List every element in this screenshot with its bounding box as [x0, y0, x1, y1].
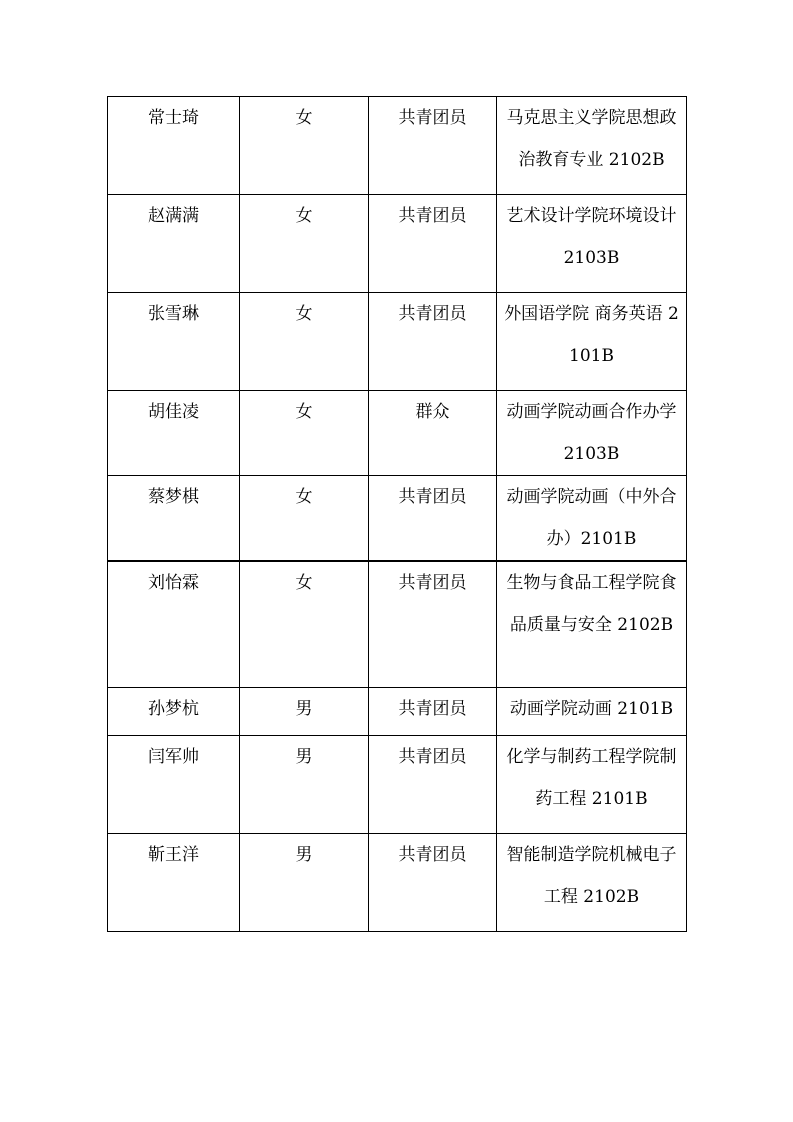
- table-row: [108, 561, 687, 687]
- political-status-cell: 共青团员: [369, 561, 497, 687]
- gender-cell: 男: [240, 833, 369, 931]
- student-table: [107, 96, 687, 932]
- political-status-cell: 共青团员: [369, 476, 497, 562]
- name-cell: 靳王洋: [108, 833, 240, 931]
- table-row: [108, 195, 687, 293]
- political-status-cell: 共青团员: [369, 833, 497, 931]
- college-major-cell: 生物与食品工程学院食品质量与安全 2102B: [497, 561, 687, 687]
- gender-cell: 女: [240, 195, 369, 293]
- name-cell: 孙梦杭: [108, 687, 240, 735]
- political-status-cell: 共青团员: [369, 735, 497, 833]
- name-cell: 赵满满: [108, 195, 240, 293]
- name-cell: 刘怡霖: [108, 561, 240, 687]
- table-row: [108, 687, 687, 735]
- name-cell: 蔡梦棋: [108, 476, 240, 562]
- college-major-cell: 动画学院动画 2101B: [497, 687, 687, 735]
- college-major-cell: 智能制造学院机械电子工程 2102B: [497, 833, 687, 931]
- name-cell: 闫军帅: [108, 735, 240, 833]
- gender-cell: 男: [240, 687, 369, 735]
- gender-cell: 男: [240, 735, 369, 833]
- political-status-cell: 共青团员: [369, 195, 497, 293]
- gender-cell: 女: [240, 293, 369, 391]
- table-row: [108, 391, 687, 476]
- college-major-cell: 动画学院动画合作办学 2103B: [497, 391, 687, 476]
- college-major-cell: 艺术设计学院环境设计 2103B: [497, 195, 687, 293]
- political-status-cell: 群众: [369, 391, 497, 476]
- college-major-cell: 外国语学院 商务英语 2101B: [497, 293, 687, 391]
- college-major-cell: 动画学院动画（中外合办）2101B: [497, 476, 687, 562]
- gender-cell: 女: [240, 391, 369, 476]
- college-major-cell: 马克思主义学院思想政治教育专业 2102B: [497, 97, 687, 195]
- political-status-cell: 共青团员: [369, 97, 497, 195]
- table-row: [108, 476, 687, 562]
- table-row: [108, 735, 687, 833]
- name-cell: 胡佳凌: [108, 391, 240, 476]
- gender-cell: 女: [240, 561, 369, 687]
- name-cell: 常士琦: [108, 97, 240, 195]
- college-major-cell: 化学与制药工程学院制药工程 2101B: [497, 735, 687, 833]
- name-cell: 张雪琳: [108, 293, 240, 391]
- gender-cell: 女: [240, 476, 369, 562]
- table-row: [108, 97, 687, 195]
- political-status-cell: 共青团员: [369, 293, 497, 391]
- political-status-cell: 共青团员: [369, 687, 497, 735]
- gender-cell: 女: [240, 97, 369, 195]
- table-row: [108, 833, 687, 931]
- table-row: [108, 293, 687, 391]
